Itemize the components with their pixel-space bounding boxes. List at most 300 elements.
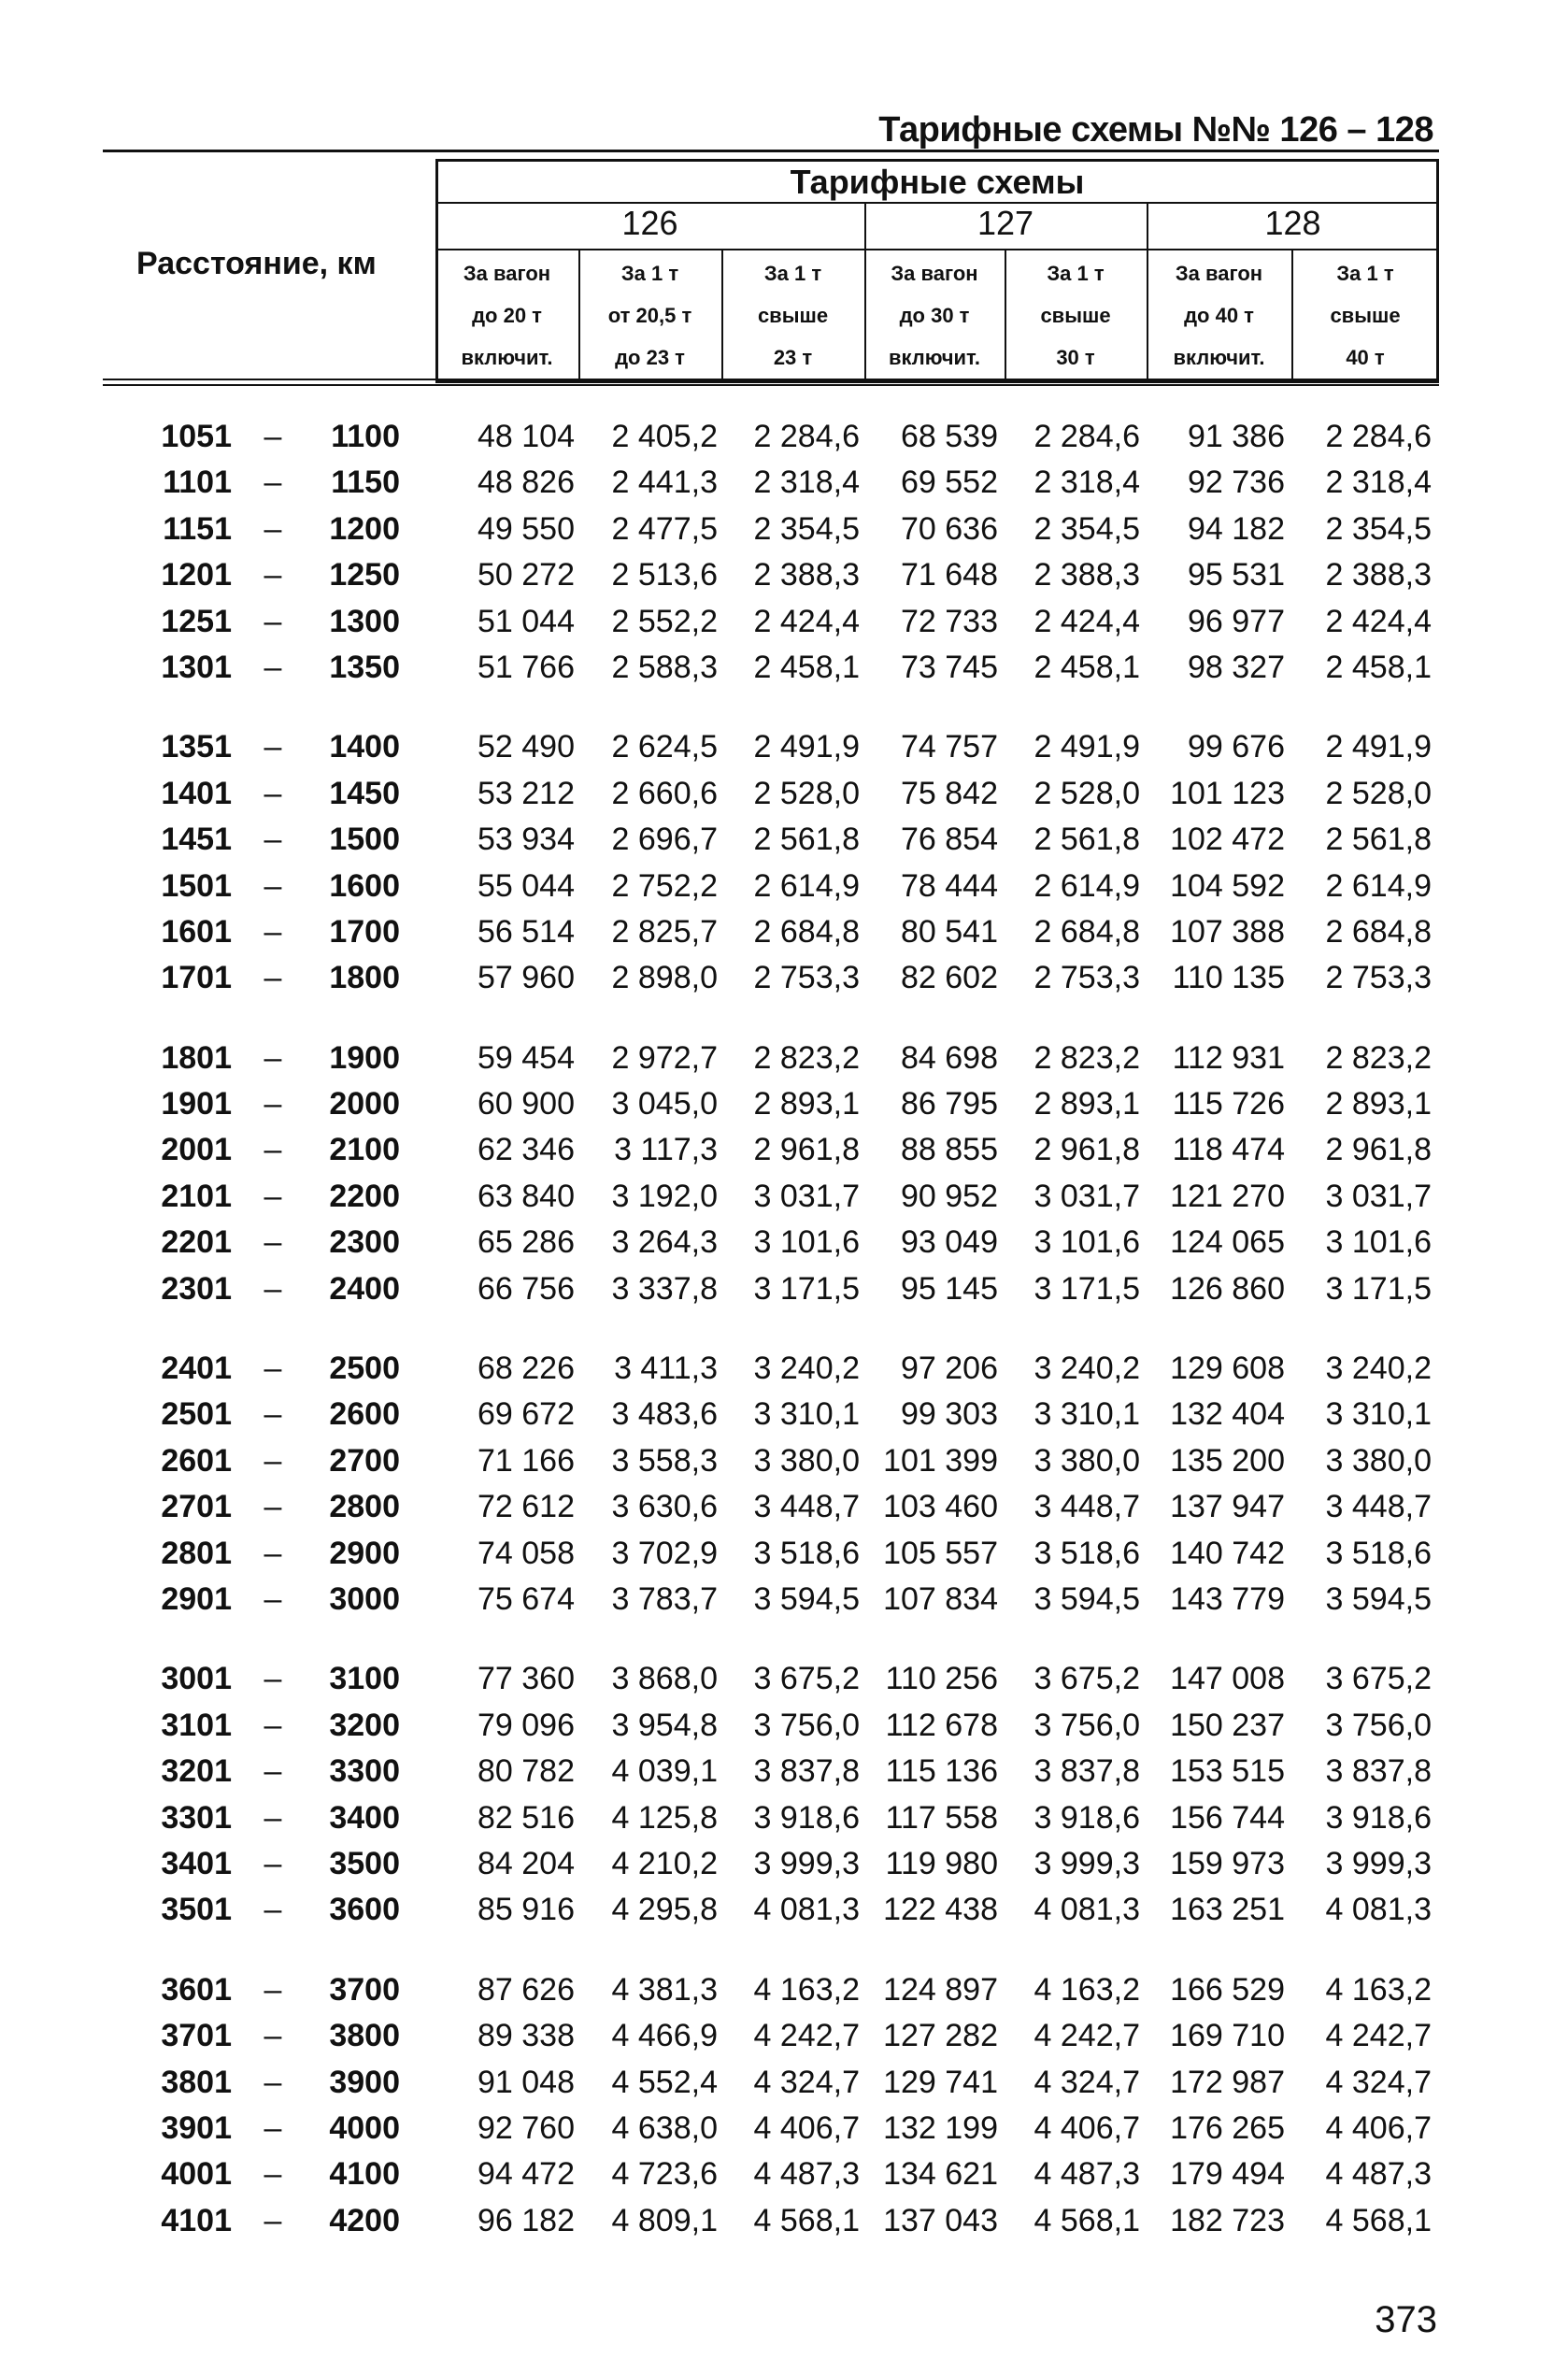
distance-to: 1400 <box>329 729 400 765</box>
tariff-value: 112 931 <box>1172 1039 1285 1076</box>
tariff-value: 2 458,1 <box>1033 649 1140 685</box>
tariff-value: 2 388,3 <box>1325 557 1432 593</box>
tariff-value: 4 163,2 <box>753 1971 860 2008</box>
tariff-value: 3 675,2 <box>1033 1661 1140 1697</box>
tariff-value: 2 552,2 <box>611 603 718 639</box>
tariff-value: 2 424,4 <box>1033 603 1140 639</box>
subheader-line: до 30 т <box>899 304 970 327</box>
tariff-value: 3 310,1 <box>753 1396 860 1433</box>
table-row <box>0 814 1568 860</box>
tariff-value: 4 487,3 <box>753 2156 860 2193</box>
distance-from: 3201 <box>161 1753 232 1790</box>
tariff-value: 172 987 <box>1170 2064 1285 2100</box>
tariff-value: 115 726 <box>1172 1086 1285 1122</box>
tariff-value: 2 961,8 <box>753 1132 860 1168</box>
distance-to: 2000 <box>329 1086 400 1122</box>
tariff-value: 57 960 <box>478 960 575 996</box>
distance-to: 1900 <box>329 1039 400 1076</box>
tariff-value: 53 934 <box>478 822 575 858</box>
tariff-value: 3 310,1 <box>1033 1396 1140 1433</box>
distance-to: 1350 <box>329 649 400 685</box>
tariff-value: 72 612 <box>478 1489 575 1525</box>
distance-to: 2700 <box>329 1442 400 1479</box>
range-dash: – <box>264 2064 282 2100</box>
distance-to: 2200 <box>329 1178 400 1214</box>
tariff-value: 95 145 <box>901 1270 998 1307</box>
distance-from: 3301 <box>161 1799 232 1836</box>
tariff-value: 140 742 <box>1170 1535 1285 1571</box>
tariff-value: 2 561,8 <box>1325 822 1432 858</box>
tariff-value: 2 424,4 <box>753 603 860 639</box>
distance-to: 4200 <box>329 2202 400 2238</box>
tariff-value: 4 487,3 <box>1033 2156 1140 2193</box>
tariff-value: 2 388,3 <box>1033 557 1140 593</box>
range-dash: – <box>264 1224 282 1261</box>
tariff-value: 65 286 <box>478 1224 575 1261</box>
tariff-value: 2 696,7 <box>611 822 718 858</box>
range-dash: – <box>264 603 282 639</box>
tariff-value: 3 192,0 <box>611 1178 718 1214</box>
tariff-value: 3 310,1 <box>1325 1396 1432 1433</box>
tariff-value: 2 491,9 <box>753 729 860 765</box>
tariff-value: 102 472 <box>1170 822 1285 858</box>
tariff-value: 3 264,3 <box>611 1224 718 1261</box>
tariff-value: 76 854 <box>901 822 998 858</box>
tariff-value: 80 541 <box>901 913 998 950</box>
column-subheader <box>578 252 721 379</box>
distance-from: 1601 <box>161 913 232 950</box>
range-dash: – <box>264 2156 282 2193</box>
subheader-line: За 1 т <box>620 262 679 285</box>
tariff-value: 2 752,2 <box>611 867 718 904</box>
distance-from: 2301 <box>161 1270 232 1307</box>
subheader-line: За вагон <box>891 262 978 285</box>
tariff-value: 73 745 <box>901 649 998 685</box>
table-row <box>0 1436 1568 1481</box>
range-dash: – <box>264 1270 282 1307</box>
distance-from: 3701 <box>161 2018 232 2054</box>
range-dash: – <box>264 822 282 858</box>
tariff-value: 2 354,5 <box>753 510 860 547</box>
distance-from: 2801 <box>161 1535 232 1571</box>
tariff-value: 4 723,6 <box>611 2156 718 2193</box>
tariff-value: 78 444 <box>901 867 998 904</box>
tariff-value: 69 672 <box>478 1396 575 1433</box>
tariff-value: 2 823,2 <box>1325 1039 1432 1076</box>
tariff-value: 3 868,0 <box>611 1661 718 1697</box>
range-dash: – <box>264 1351 282 1387</box>
table-row <box>0 642 1568 688</box>
tariff-value: 3 837,8 <box>753 1753 860 1790</box>
distance-from: 3801 <box>161 2064 232 2100</box>
tariff-value: 2 458,1 <box>1325 649 1432 685</box>
tariff-value: 3 954,8 <box>611 1707 718 1743</box>
tariff-value: 3 675,2 <box>1325 1661 1432 1697</box>
tariff-value: 2 898,0 <box>611 960 718 996</box>
tariff-value: 3 999,3 <box>1325 1845 1432 1881</box>
range-dash: – <box>264 913 282 950</box>
tariff-value: 137 043 <box>883 2202 998 2238</box>
tariff-value: 2 405,2 <box>611 419 718 454</box>
tariff-value: 4 552,4 <box>611 2064 718 2100</box>
distance-from: 1501 <box>161 867 232 904</box>
distance-from: 3901 <box>161 2109 232 2146</box>
distance-to: 2400 <box>329 1270 400 1307</box>
tariff-value: 2 528,0 <box>753 775 860 811</box>
subheader-line: 30 т <box>1056 346 1095 369</box>
table-row <box>0 1528 1568 1574</box>
tariff-value: 3 045,0 <box>611 1086 718 1122</box>
tariff-value: 132 404 <box>1170 1396 1285 1433</box>
tariff-value: 3 837,8 <box>1033 1753 1140 1790</box>
range-dash: – <box>264 1489 282 1525</box>
range-dash: – <box>264 1971 282 2008</box>
tariff-value: 2 823,2 <box>753 1039 860 1076</box>
tariff-value: 2 614,9 <box>1325 867 1432 904</box>
tariff-value: 63 840 <box>478 1178 575 1214</box>
tariff-value: 137 947 <box>1170 1489 1285 1525</box>
tariff-value: 53 212 <box>478 775 575 811</box>
tariff-value: 52 490 <box>478 729 575 765</box>
table-row <box>0 550 1568 595</box>
tariff-value: 107 388 <box>1170 913 1285 950</box>
scheme-number: 127 <box>976 204 1034 242</box>
tariff-value: 2 354,5 <box>1325 510 1432 547</box>
tariff-value: 51 766 <box>478 649 575 685</box>
subheader-line: За 1 т <box>763 262 822 285</box>
range-dash: – <box>264 960 282 996</box>
range-dash: – <box>264 1132 282 1168</box>
distance-from: 1251 <box>161 603 232 639</box>
header-bottom-rule <box>103 379 1439 380</box>
tariff-value: 3 448,7 <box>1325 1489 1432 1525</box>
distance-from: 2001 <box>161 1132 232 1168</box>
tariff-value: 2 753,3 <box>1325 960 1432 996</box>
tariff-value: 2 284,6 <box>753 419 860 454</box>
table-row <box>0 861 1568 907</box>
distance-to: 4100 <box>329 2156 400 2193</box>
tariff-value: 3 171,5 <box>1325 1270 1432 1307</box>
tariff-value: 4 406,7 <box>753 2109 860 2146</box>
distance-from: 4001 <box>161 2156 232 2193</box>
tariff-value: 135 200 <box>1170 1442 1285 1479</box>
tariff-value: 2 491,9 <box>1325 729 1432 765</box>
distance-from: 2601 <box>161 1442 232 1479</box>
column-subheader <box>864 252 1005 379</box>
table-row <box>0 411 1568 457</box>
subheader-line: свыше <box>1330 304 1401 327</box>
tariff-value: 4 568,1 <box>753 2202 860 2238</box>
table-row <box>0 1033 1568 1079</box>
range-dash: – <box>264 465 282 501</box>
range-dash: – <box>264 1039 282 1076</box>
tariff-value: 3 101,6 <box>1325 1224 1432 1261</box>
table-row <box>0 1171 1568 1217</box>
tariff-value: 3 171,5 <box>753 1270 860 1307</box>
tariff-value: 153 515 <box>1170 1753 1285 1790</box>
tariff-value: 2 491,9 <box>1033 729 1140 765</box>
tariff-value: 3 380,0 <box>1325 1442 1432 1479</box>
row-group <box>0 722 1568 998</box>
distance-from: 1051 <box>161 419 232 454</box>
tariff-value: 4 568,1 <box>1325 2202 1432 2238</box>
distance-to: 1800 <box>329 960 400 996</box>
tariff-value: 93 049 <box>901 1224 998 1261</box>
tariff-value: 132 199 <box>883 2109 998 2146</box>
tariff-value: 3 630,6 <box>611 1489 718 1525</box>
tariff-value: 3 702,9 <box>611 1535 718 1571</box>
header-divider <box>435 249 1439 250</box>
tariff-value: 4 381,3 <box>611 1971 718 2008</box>
distance-to: 3100 <box>329 1661 400 1697</box>
tariff-value: 143 779 <box>1170 1580 1285 1617</box>
tariff-value: 2 893,1 <box>1325 1086 1432 1122</box>
distance-to: 2500 <box>329 1351 400 1387</box>
table-row <box>0 722 1568 767</box>
tariff-value: 110 256 <box>885 1661 998 1697</box>
tariff-value: 2 893,1 <box>753 1086 860 1122</box>
table-row <box>0 1653 1568 1699</box>
tariff-value: 4 324,7 <box>753 2064 860 2100</box>
tariff-value: 117 558 <box>885 1799 998 1836</box>
tariff-value: 4 081,3 <box>1325 1892 1432 1928</box>
distance-to: 1300 <box>329 603 400 639</box>
tariff-value: 2 684,8 <box>1325 913 1432 950</box>
tariff-value: 2 624,5 <box>611 729 718 765</box>
tariff-value: 3 240,2 <box>753 1351 860 1387</box>
tariff-value: 2 823,2 <box>1033 1039 1140 1076</box>
tariff-value: 3 783,7 <box>611 1580 718 1617</box>
tariff-value: 2 753,3 <box>1033 960 1140 996</box>
table-row <box>0 1965 1568 2010</box>
tariff-value: 82 602 <box>901 960 998 996</box>
tariff-value: 95 531 <box>1188 557 1285 593</box>
range-dash: – <box>264 2109 282 2146</box>
tariff-value: 2 477,5 <box>611 510 718 547</box>
tariff-value: 2 961,8 <box>1033 1132 1140 1168</box>
tariff-value: 3 448,7 <box>1033 1489 1140 1525</box>
table-row <box>0 1884 1568 1930</box>
tariff-value: 2 561,8 <box>753 822 860 858</box>
tariff-value: 134 621 <box>883 2156 998 2193</box>
column-subheader <box>1291 252 1439 379</box>
tariff-value: 96 182 <box>478 2202 575 2238</box>
tariff-value: 4 163,2 <box>1325 1971 1432 2008</box>
column-subheader <box>1147 252 1291 379</box>
subheader-line: За вагон <box>1175 262 1263 285</box>
tariff-value: 3 518,6 <box>1325 1535 1432 1571</box>
tariff-value: 94 472 <box>478 2156 575 2193</box>
distance-to: 3500 <box>329 1845 400 1881</box>
tariff-value: 169 710 <box>1170 2018 1285 2054</box>
tariff-value: 3 999,3 <box>753 1845 860 1881</box>
table-row <box>0 504 1568 550</box>
tariff-value: 2 424,4 <box>1325 603 1432 639</box>
tariff-value: 2 284,6 <box>1325 419 1432 454</box>
tariff-value: 3 594,5 <box>1325 1580 1432 1617</box>
tariff-value: 4 466,9 <box>611 2018 718 2054</box>
tariff-value: 2 318,4 <box>1033 465 1140 501</box>
distance-from: 2501 <box>161 1396 232 1433</box>
range-dash: – <box>264 649 282 685</box>
range-dash: – <box>264 1661 282 1697</box>
tariff-value: 156 744 <box>1170 1799 1285 1836</box>
tariff-value: 92 760 <box>478 2109 575 2146</box>
tariff-value: 2 528,0 <box>1325 775 1432 811</box>
tariff-value: 2 318,4 <box>1325 465 1432 501</box>
tariff-value: 50 272 <box>478 557 575 593</box>
distance-from: 1701 <box>161 960 232 996</box>
tariff-value: 2 614,9 <box>753 867 860 904</box>
tariff-value: 75 674 <box>478 1580 575 1617</box>
tariff-value: 3 518,6 <box>1033 1535 1140 1571</box>
page-title: Тарифные схемы №№ 126 – 128 <box>878 110 1433 150</box>
row-group <box>0 1965 1568 2241</box>
tariff-table-body <box>0 411 1568 2275</box>
tariff-value: 94 182 <box>1188 510 1285 547</box>
tariff-value: 75 842 <box>901 775 998 811</box>
table-row <box>0 1124 1568 1170</box>
subheader-line: от 20,5 т <box>607 304 692 327</box>
row-group <box>0 1653 1568 1930</box>
table-header <box>0 0 1568 393</box>
tariff-value: 4 210,2 <box>611 1845 718 1881</box>
tariff-value: 2 588,3 <box>611 649 718 685</box>
tariff-value: 4 324,7 <box>1325 2064 1432 2100</box>
table-row <box>0 2195 1568 2241</box>
distance-to: 2900 <box>329 1535 400 1571</box>
tariff-value: 48 826 <box>478 465 575 501</box>
distance-from: 1901 <box>161 1086 232 1122</box>
distance-from: 1101 <box>163 465 232 501</box>
subheader-line: 23 т <box>773 346 813 369</box>
tariff-value: 163 251 <box>1170 1892 1285 1928</box>
row-group <box>0 1343 1568 1620</box>
column-subheader <box>721 252 864 379</box>
tariff-value: 129 741 <box>883 2064 998 2100</box>
distance-from: 3501 <box>161 1892 232 1928</box>
tariff-value: 4 324,7 <box>1033 2064 1140 2100</box>
distance-to: 1100 <box>331 419 400 454</box>
tariff-value: 3 675,2 <box>753 1661 860 1697</box>
tariff-value: 3 918,6 <box>753 1799 860 1836</box>
tariff-value: 56 514 <box>478 913 575 950</box>
tariff-value: 2 458,1 <box>753 649 860 685</box>
tariff-value: 2 528,0 <box>1033 775 1140 811</box>
table-row <box>0 2103 1568 2149</box>
tariff-value: 92 736 <box>1188 465 1285 501</box>
tariff-value: 3 101,6 <box>1033 1224 1140 1261</box>
tariff-value: 107 834 <box>883 1580 998 1617</box>
table-row <box>0 1746 1568 1792</box>
tariff-value: 3 483,6 <box>611 1396 718 1433</box>
distance-from: 3101 <box>161 1707 232 1743</box>
tariff-value: 4 081,3 <box>753 1892 860 1928</box>
range-dash: – <box>264 1396 282 1433</box>
distance-to: 3700 <box>329 1971 400 2008</box>
tariff-value: 69 552 <box>901 465 998 501</box>
tariff-value: 3 999,3 <box>1033 1845 1140 1881</box>
table-row <box>0 1217 1568 1263</box>
tariff-value: 3 171,5 <box>1033 1270 1140 1307</box>
tariff-value: 101 399 <box>883 1442 998 1479</box>
tariff-value: 2 893,1 <box>1033 1086 1140 1122</box>
scheme-number: 126 <box>621 204 678 242</box>
table-row <box>0 457 1568 503</box>
distance-to: 1600 <box>329 867 400 904</box>
subheader-line: 40 т <box>1346 346 1385 369</box>
subheader-line: За 1 т <box>1047 262 1105 285</box>
tariff-value: 2 825,7 <box>611 913 718 950</box>
distance-to: 3900 <box>329 2064 400 2100</box>
tariff-value: 3 031,7 <box>753 1178 860 1214</box>
distance-to: 1150 <box>331 465 400 501</box>
distance-from: 1351 <box>161 729 232 765</box>
tariff-value: 3 380,0 <box>753 1442 860 1479</box>
tariff-value: 71 166 <box>478 1442 575 1479</box>
subheader-line: до 40 т <box>1184 304 1254 327</box>
distance-from: 1301 <box>161 649 232 685</box>
table-row <box>0 907 1568 952</box>
distance-to: 3600 <box>329 1892 400 1928</box>
tariff-value: 4 039,1 <box>611 1753 718 1790</box>
tariff-value: 70 636 <box>901 510 998 547</box>
distance-from: 2901 <box>161 1580 232 1617</box>
tariff-value: 3 240,2 <box>1033 1351 1140 1387</box>
tariff-value: 2 318,4 <box>753 465 860 501</box>
tariff-value: 2 614,9 <box>1033 867 1140 904</box>
tariff-value: 62 346 <box>478 1132 575 1168</box>
column-subheader <box>435 252 578 379</box>
tariff-value: 3 448,7 <box>753 1489 860 1525</box>
distance-to: 3200 <box>329 1707 400 1743</box>
tariff-value: 126 860 <box>1170 1270 1285 1307</box>
table-row <box>0 1264 1568 1309</box>
distance-to: 3300 <box>329 1753 400 1790</box>
tariff-value: 49 550 <box>478 510 575 547</box>
tariff-value: 4 163,2 <box>1033 1971 1140 2008</box>
tariff-value: 4 242,7 <box>1325 2018 1432 2054</box>
scheme-number: 128 <box>1264 204 1321 242</box>
distance-from: 2101 <box>161 1178 232 1214</box>
tariff-value: 4 081,3 <box>1033 1892 1140 1928</box>
tariff-value: 159 973 <box>1170 1845 1285 1881</box>
tariff-value: 3 337,8 <box>611 1270 718 1307</box>
table-row <box>0 1700 1568 1746</box>
tariff-value: 3 117,3 <box>614 1132 718 1168</box>
tariff-value: 3 756,0 <box>1325 1707 1432 1743</box>
tariff-value: 3 756,0 <box>1033 1707 1140 1743</box>
tariff-value: 179 494 <box>1170 2156 1285 2193</box>
tariff-value: 71 648 <box>901 557 998 593</box>
tariff-value: 115 136 <box>885 1753 998 1790</box>
range-dash: – <box>264 867 282 904</box>
tariff-value: 4 406,7 <box>1033 2109 1140 2146</box>
range-dash: – <box>264 1799 282 1836</box>
tariff-value: 3 756,0 <box>753 1707 860 1743</box>
distance-from: 1201 <box>161 557 232 593</box>
tariff-value: 118 474 <box>1172 1132 1285 1168</box>
range-dash: – <box>264 775 282 811</box>
tariff-value: 3 594,5 <box>753 1580 860 1617</box>
distance-from: 3601 <box>161 1971 232 2008</box>
tariff-value: 97 206 <box>901 1351 998 1387</box>
distance-to: 2300 <box>329 1224 400 1261</box>
tariff-value: 74 757 <box>901 729 998 765</box>
tariff-value: 4 242,7 <box>1033 2018 1140 2054</box>
tariff-value: 91 048 <box>478 2064 575 2100</box>
tariff-value: 66 756 <box>478 1270 575 1307</box>
